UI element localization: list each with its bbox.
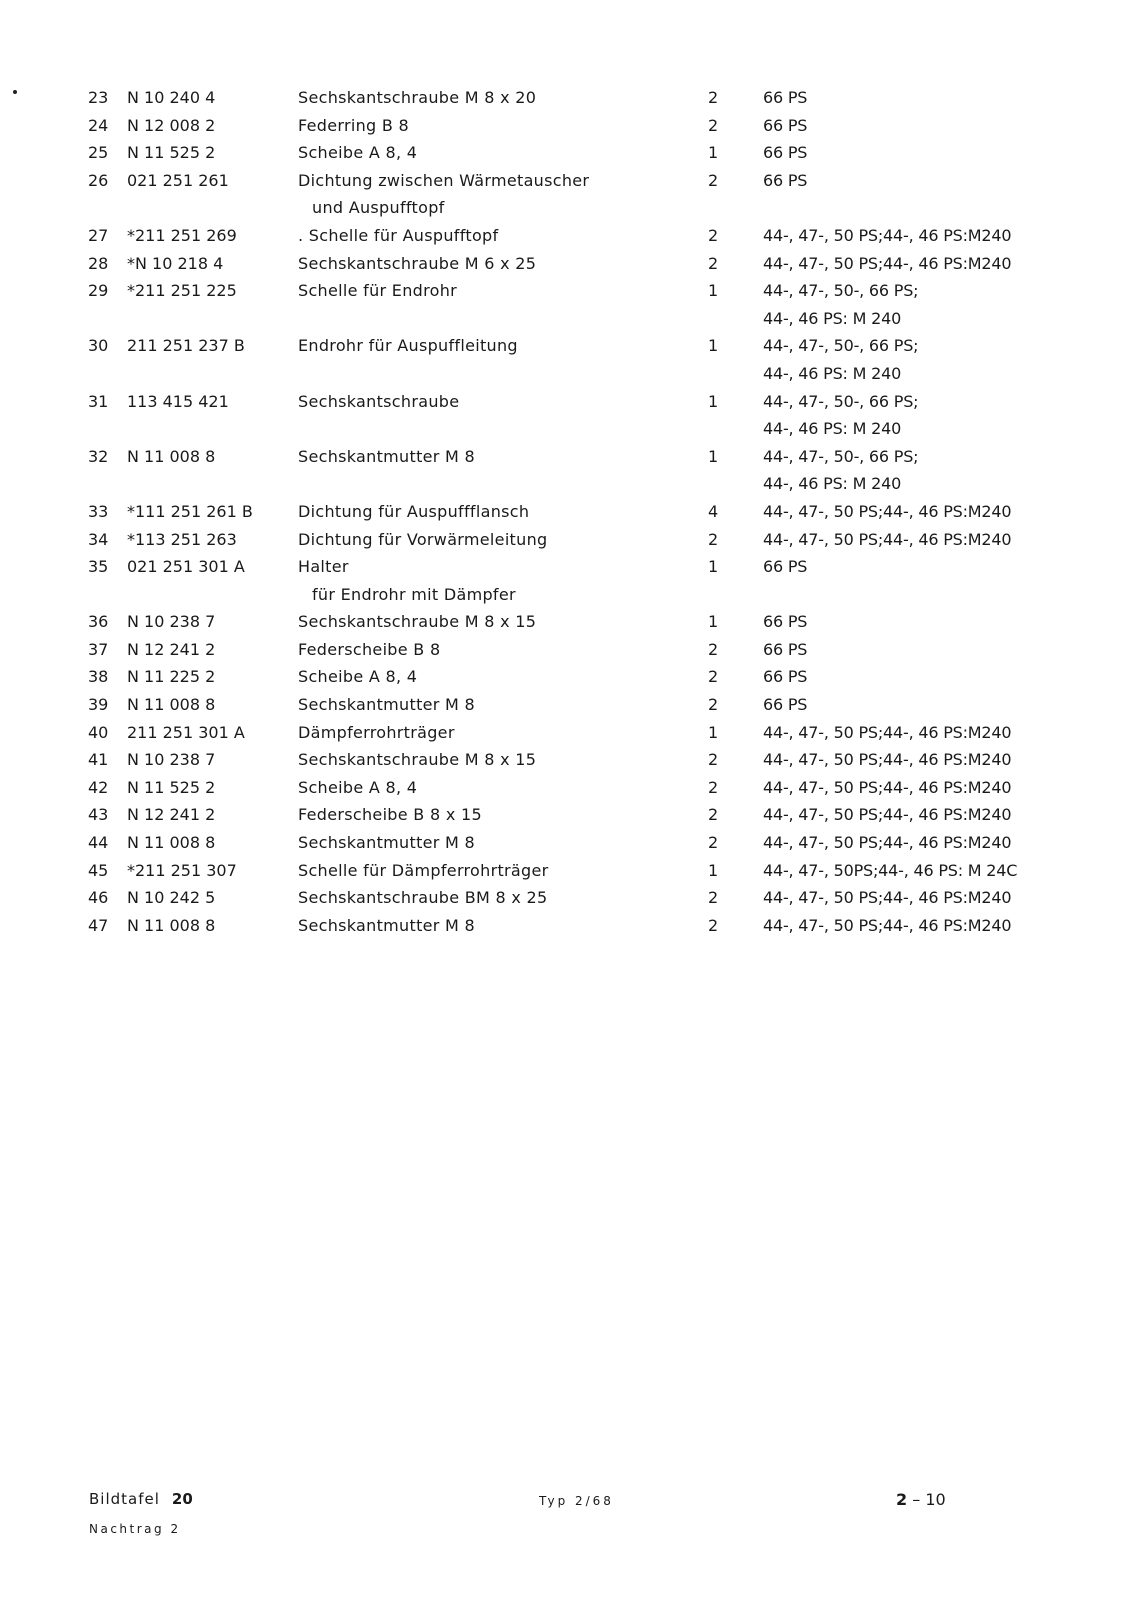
parts-list (0, 84, 1139, 939)
part-number: N 11 525 2 (127, 777, 216, 797)
description-line: Sechskantschraube (298, 391, 460, 411)
remark (763, 112, 807, 140)
remark (763, 691, 807, 719)
description-line: Sechskantschraube M 8 x 15 (298, 750, 537, 770)
part-description (298, 912, 475, 940)
part-number: N 10 240 4 (127, 88, 216, 107)
quantity: 2 (708, 667, 719, 687)
description-line: Federscheibe B 8 x 15 (298, 805, 482, 825)
remark (763, 884, 1011, 912)
plate-reference (89, 1490, 193, 1508)
supplement-note: Nachtrag 2 (89, 1522, 181, 1536)
remark (763, 332, 918, 387)
description-line: Sechskantschraube M 8 x 15 (298, 612, 537, 632)
parts-row (0, 498, 1139, 526)
part-number: N 11 008 8 (127, 915, 216, 935)
position-number: 36 (88, 612, 109, 632)
quantity: 2 (708, 88, 719, 107)
plate-label: Bildtafel (89, 1490, 160, 1508)
part-description (298, 332, 518, 360)
remark-line: 44-, 47-, 50 PS;44-, 46 PS:M240 (763, 888, 1012, 908)
position-number: 40 (88, 722, 109, 742)
position-number: 43 (88, 805, 109, 825)
remark (763, 746, 1011, 774)
part-description (298, 553, 516, 608)
page-dash: – (912, 1490, 921, 1509)
quantity: 2 (708, 225, 719, 245)
position-number: 26 (88, 170, 109, 190)
quantity: 2 (708, 529, 719, 549)
parts-row (0, 332, 1139, 387)
remark-line: 44-, 47-, 50-, 66 PS; (763, 281, 919, 301)
remark (763, 663, 807, 691)
description-line: Sechskantmutter M 8 (298, 695, 476, 715)
parts-row (0, 139, 1139, 167)
part-description (298, 250, 536, 278)
position-number: 41 (88, 750, 109, 770)
parts-row (0, 829, 1139, 857)
remark-line: 66 PS (763, 170, 808, 190)
position-number: 34 (88, 529, 109, 549)
part-description (298, 498, 529, 526)
quantity: 2 (708, 115, 719, 135)
part-description (298, 388, 459, 416)
part-description (298, 829, 475, 857)
remark (763, 608, 807, 636)
remark-line: 66 PS (763, 115, 808, 135)
remark-line: 44-, 47-, 50 PS;44-, 46 PS:M240 (763, 805, 1012, 825)
description-line: Dichtung für Auspuffflansch (298, 501, 530, 521)
quantity: 1 (708, 557, 719, 577)
remark (763, 719, 1011, 747)
remark-line: 44-, 47-, 50 PS;44-, 46 PS:M240 (763, 501, 1012, 521)
part-number: N 11 525 2 (127, 143, 216, 163)
parts-row (0, 553, 1139, 608)
description-line: Sechskantmutter M 8 (298, 446, 476, 466)
parts-row (0, 857, 1139, 885)
part-number: N 12 241 2 (127, 639, 216, 659)
part-number: *211 251 225 (127, 281, 237, 301)
remark-line: 44-, 47-, 50 PS;44-, 46 PS:M240 (763, 777, 1012, 797)
part-number: N 12 008 2 (127, 115, 216, 135)
remark (763, 526, 1011, 554)
part-description (298, 84, 536, 112)
description-line: Federring B 8 (298, 115, 410, 135)
quantity: 1 (708, 391, 719, 411)
quantity: 1 (708, 143, 719, 163)
part-number: 021 251 261 (127, 170, 229, 190)
quantity: 1 (708, 612, 719, 632)
part-number: N 11 008 8 (127, 446, 216, 466)
parts-row (0, 801, 1139, 829)
position-number: 32 (88, 446, 109, 466)
remark (763, 801, 1011, 829)
remark-line: 44-, 47-, 50 PS;44-, 46 PS:M240 (763, 833, 1012, 853)
remark (763, 636, 807, 664)
part-description (298, 857, 549, 885)
remark-line: 66 PS (763, 557, 808, 577)
remark-line: 44-, 47-, 50PS;44-, 46 PS: M 24C (763, 860, 1018, 880)
part-description (298, 884, 548, 912)
position-number: 29 (88, 281, 109, 301)
remark-line: 44-, 47-, 50 PS;44-, 46 PS:M240 (763, 253, 1012, 273)
position-number: 44 (88, 833, 109, 853)
remark-continuation: 44-, 46 PS: M 240 (763, 419, 902, 439)
remark-line: 66 PS (763, 143, 808, 163)
description-line: Schelle für Dämpferrohrträger (298, 860, 549, 880)
parts-row (0, 746, 1139, 774)
remark (763, 222, 1011, 250)
parts-row (0, 663, 1139, 691)
parts-row (0, 608, 1139, 636)
position-number: 30 (88, 336, 109, 356)
part-description (298, 801, 482, 829)
position-number: 33 (88, 501, 109, 521)
part-number: N 11 008 8 (127, 695, 216, 715)
description-line: Dichtung für Vorwärmeleitung (298, 529, 548, 549)
part-description (298, 719, 455, 747)
part-number: *113 251 263 (127, 529, 237, 549)
parts-row (0, 912, 1139, 940)
part-description (298, 167, 589, 222)
parts-row (0, 167, 1139, 222)
part-description (298, 139, 417, 167)
position-number: 27 (88, 225, 109, 245)
quantity: 4 (708, 501, 719, 521)
description-line: Sechskantmutter M 8 (298, 915, 476, 935)
quantity: 2 (708, 170, 719, 190)
page-section: 2 (896, 1490, 908, 1509)
parts-row (0, 250, 1139, 278)
remark (763, 277, 918, 332)
description-line: . Schelle für Auspufftopf (298, 225, 499, 245)
parts-row (0, 719, 1139, 747)
parts-row (0, 636, 1139, 664)
position-number: 39 (88, 695, 109, 715)
quantity: 1 (708, 722, 719, 742)
description-line: Scheibe A 8, 4 (298, 667, 418, 687)
position-number: 47 (88, 915, 109, 935)
description-line: Federscheibe B 8 (298, 639, 441, 659)
remark-continuation: 44-, 46 PS: M 240 (763, 308, 902, 328)
position-number: 28 (88, 253, 109, 273)
description-line: Scheibe A 8, 4 (298, 777, 418, 797)
remark-line: 44-, 47-, 50-, 66 PS; (763, 446, 919, 466)
remark (763, 498, 1011, 526)
remark-line: 66 PS (763, 695, 808, 715)
quantity: 2 (708, 915, 719, 935)
remark-line: 66 PS (763, 612, 808, 632)
part-number: N 10 238 7 (127, 750, 216, 770)
part-description (298, 663, 417, 691)
part-number: *211 251 307 (127, 860, 237, 880)
remark (763, 857, 1017, 885)
position-number: 23 (88, 88, 109, 107)
parts-row (0, 222, 1139, 250)
description-continuation: und Auspufftopf (312, 198, 445, 218)
remark (763, 774, 1011, 802)
remark-line: 66 PS (763, 88, 808, 107)
description-line: Sechskantschraube M 8 x 20 (298, 88, 537, 107)
plate-number: 20 (171, 1490, 193, 1508)
part-number: N 10 242 5 (127, 888, 216, 908)
part-number: 113 415 421 (127, 391, 229, 411)
page-index: 10 (925, 1490, 946, 1509)
part-number: 211 251 301 A (127, 722, 245, 742)
quantity: 2 (708, 833, 719, 853)
parts-row (0, 774, 1139, 802)
description-line: Sechskantschraube BM 8 x 25 (298, 888, 548, 908)
part-number: N 11 008 8 (127, 833, 216, 853)
description-line: Dämpferrohrträger (298, 722, 455, 742)
description-line: Schelle für Endrohr (298, 281, 458, 301)
part-description (298, 636, 440, 664)
description-line: Scheibe A 8, 4 (298, 143, 418, 163)
quantity: 2 (708, 805, 719, 825)
part-description (298, 277, 457, 305)
description-line: Sechskantschraube M 6 x 25 (298, 253, 537, 273)
remark-continuation: 44-, 46 PS: M 240 (763, 474, 902, 494)
remark-line: 44-, 47-, 50 PS;44-, 46 PS:M240 (763, 225, 1012, 245)
remark (763, 139, 807, 167)
quantity: 2 (708, 639, 719, 659)
position-number: 24 (88, 115, 109, 135)
remark-line: 66 PS (763, 639, 808, 659)
part-number: N 12 241 2 (127, 805, 216, 825)
remark (763, 443, 918, 498)
quantity: 1 (708, 446, 719, 466)
part-number: *111 251 261 B (127, 501, 253, 521)
remark-line: 66 PS (763, 667, 808, 687)
position-number: 38 (88, 667, 109, 687)
part-description (298, 526, 547, 554)
quantity: 1 (708, 281, 719, 301)
part-number: 211 251 237 B (127, 336, 245, 356)
quantity: 2 (708, 253, 719, 273)
remark-line: 44-, 47-, 50 PS;44-, 46 PS:M240 (763, 915, 1012, 935)
description-line: Endrohr für Auspuffleitung (298, 336, 518, 356)
description-line: Halter (298, 557, 349, 577)
parts-row (0, 884, 1139, 912)
quantity: 2 (708, 888, 719, 908)
part-number: N 11 225 2 (127, 667, 216, 687)
position-number: 46 (88, 888, 109, 908)
position-number: 45 (88, 860, 109, 880)
part-description (298, 112, 409, 140)
quantity: 2 (708, 777, 719, 797)
remark-line: 44-, 47-, 50 PS;44-, 46 PS:M240 (763, 529, 1012, 549)
description-line: Sechskantmutter M 8 (298, 833, 476, 853)
remark-line: 44-, 47-, 50-, 66 PS; (763, 336, 919, 356)
parts-row (0, 84, 1139, 112)
position-number: 35 (88, 557, 109, 577)
quantity: 2 (708, 750, 719, 770)
type-label: Typ 2/68 (539, 1494, 614, 1508)
page-number (896, 1490, 946, 1509)
remark (763, 250, 1011, 278)
remark-line: 44-, 47-, 50-, 66 PS; (763, 391, 919, 411)
parts-row (0, 277, 1139, 332)
part-number: 021 251 301 A (127, 557, 245, 577)
parts-row (0, 691, 1139, 719)
parts-row (0, 388, 1139, 443)
part-description (298, 443, 475, 471)
position-number: 31 (88, 391, 109, 411)
description-line: Dichtung zwischen Wärmetauscher (298, 170, 590, 190)
part-number: *N 10 218 4 (127, 253, 224, 273)
quantity: 1 (708, 860, 719, 880)
part-description (298, 774, 417, 802)
remark (763, 388, 918, 443)
part-number: *211 251 269 (127, 225, 237, 245)
part-description (298, 746, 536, 774)
remark (763, 829, 1011, 857)
remark-line: 44-, 47-, 50 PS;44-, 46 PS:M240 (763, 722, 1012, 742)
remark-continuation: 44-, 46 PS: M 240 (763, 363, 902, 383)
quantity: 1 (708, 336, 719, 356)
part-number: N 10 238 7 (127, 612, 216, 632)
quantity: 2 (708, 695, 719, 715)
description-continuation: für Endrohr mit Dämpfer (312, 584, 516, 604)
remark (763, 553, 807, 581)
position-number: 37 (88, 639, 109, 659)
position-number: 25 (88, 143, 109, 163)
parts-row (0, 443, 1139, 498)
parts-row (0, 112, 1139, 140)
part-description (298, 691, 475, 719)
remark-line: 44-, 47-, 50 PS;44-, 46 PS:M240 (763, 750, 1012, 770)
part-description (298, 608, 536, 636)
position-number: 42 (88, 777, 109, 797)
parts-row (0, 526, 1139, 554)
remark (763, 912, 1011, 940)
part-description (298, 222, 498, 250)
remark (763, 84, 807, 112)
remark (763, 167, 807, 195)
